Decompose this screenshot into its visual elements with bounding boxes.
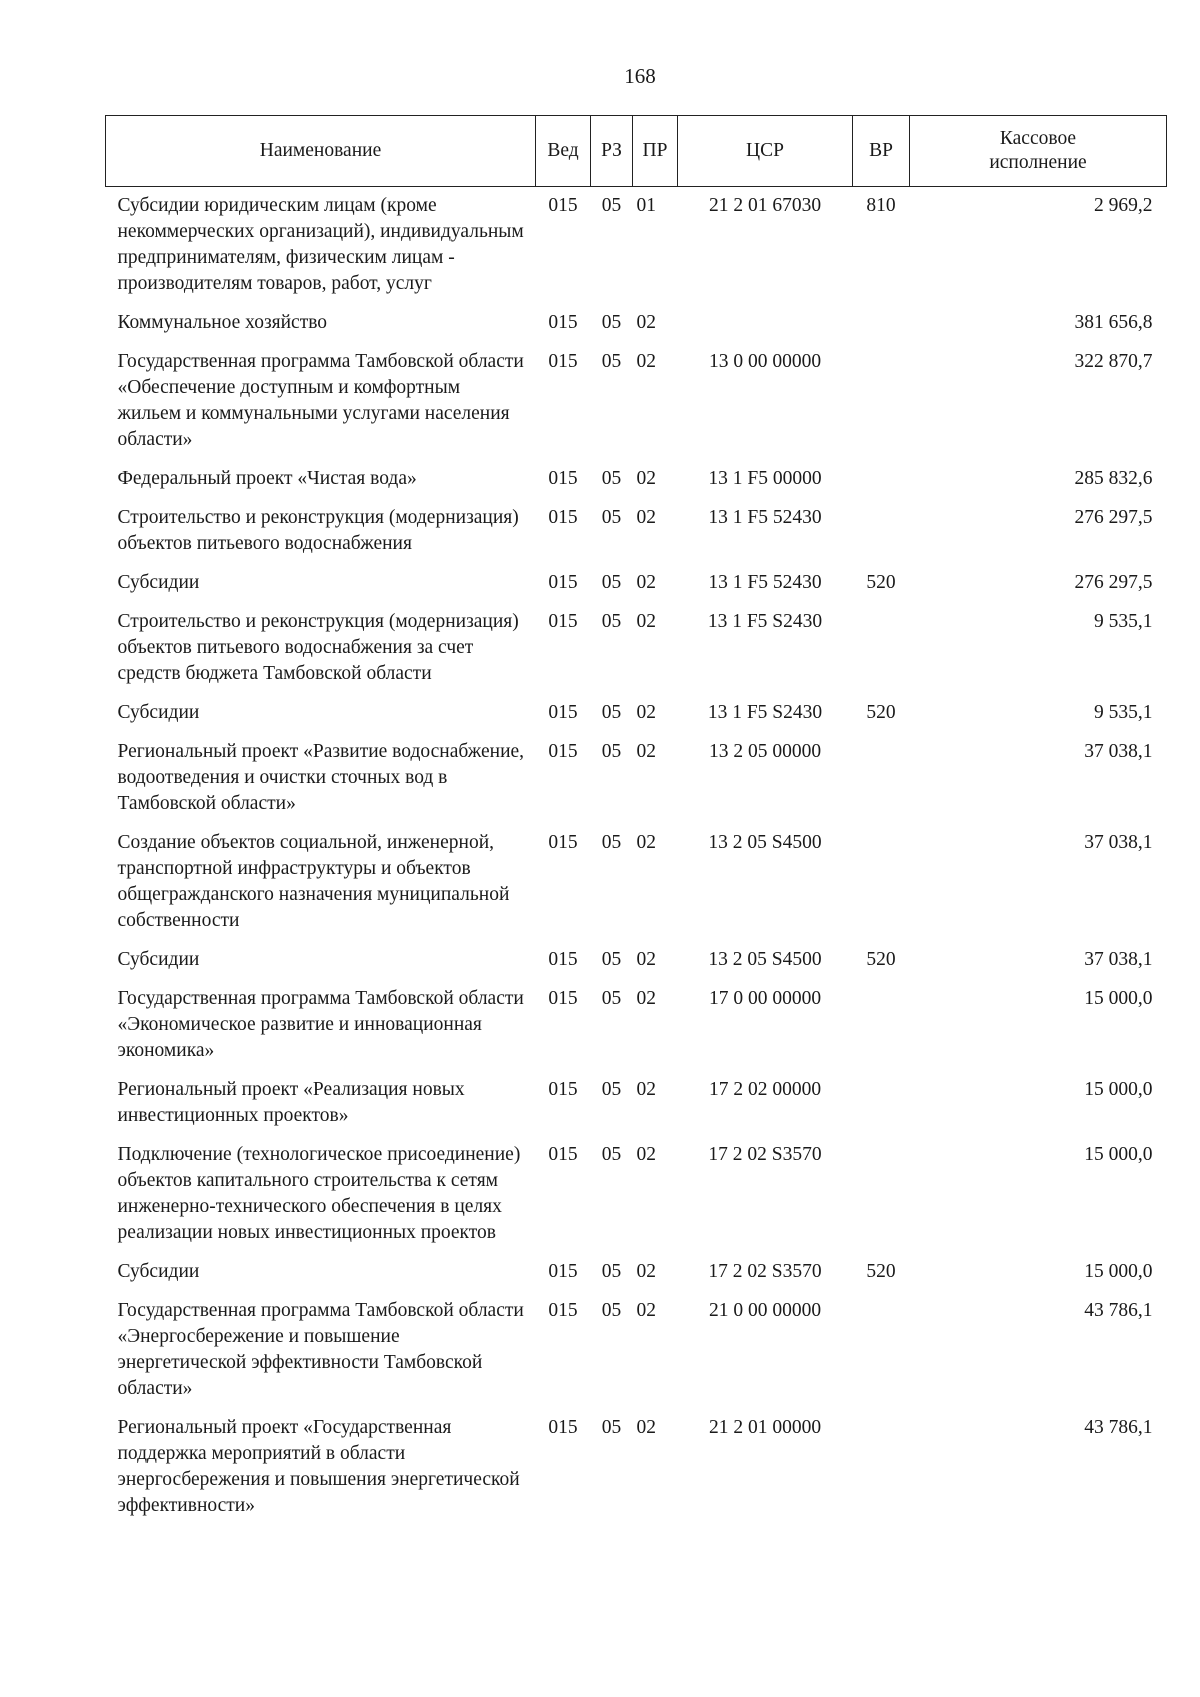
header-vr: ВР — [853, 116, 910, 187]
header-rz: РЗ — [591, 116, 633, 187]
cell-rz: 05 — [601, 1300, 622, 1321]
cell-csr: 13 1 F5 52430 — [708, 507, 822, 528]
cell-rz: 05 — [601, 572, 622, 593]
cell-csr: 17 2 02 S3570 — [708, 1144, 822, 1165]
cell-pr: 02 — [636, 988, 656, 1009]
table-header — [106, 116, 1167, 187]
table-row — [106, 1409, 1167, 1526]
cell-csr: 13 2 05 00000 — [708, 741, 822, 762]
cell-name: Субсидии — [117, 1261, 200, 1282]
cell-vr: 520 — [866, 1261, 896, 1282]
cell-amount: 2 969,2 — [1094, 195, 1153, 216]
cell-rz: 05 — [601, 741, 622, 762]
cell-ved: 015 — [548, 702, 578, 723]
cell-amount: 9 535,1 — [1094, 611, 1153, 632]
header-amount: Кассовое исполнение — [910, 116, 1167, 187]
cell-csr: 21 2 01 00000 — [708, 1417, 822, 1438]
cell-name: Региональный проект «Государственная поддержка мероприятий в области энергосбережения и повышения энергетической эффективности» — [117, 1417, 520, 1516]
table-row — [106, 980, 1167, 1071]
cell-pr: 02 — [636, 1144, 656, 1165]
table-row — [106, 1253, 1167, 1292]
cell-ved: 015 — [548, 195, 578, 216]
cell-csr: 17 0 00 00000 — [708, 988, 822, 1009]
budget-table — [105, 115, 1167, 1526]
table-row — [106, 343, 1167, 460]
cell-csr: 13 2 05 S4500 — [708, 949, 822, 970]
table-row — [106, 941, 1167, 980]
cell-pr: 02 — [636, 611, 656, 632]
cell-pr: 02 — [636, 702, 656, 723]
cell-name: Государственная программа Тамбовской области «Обеспечение доступным и комфортным жильем и коммунальными услугами населения области» — [117, 351, 524, 450]
cell-pr: 02 — [636, 832, 656, 853]
table-row — [106, 824, 1167, 941]
cell-amount: 276 297,5 — [1074, 572, 1153, 593]
cell-rz: 05 — [601, 1079, 622, 1100]
cell-vr — [853, 1292, 910, 1409]
cell-vr: 520 — [866, 572, 896, 593]
cell-pr: 02 — [636, 1417, 656, 1438]
table-row — [106, 733, 1167, 824]
cell-csr: 13 1 F5 S2430 — [707, 702, 823, 723]
cell-name: Субсидии юридическим лицам (кроме некоммерческих организаций), индивидуальным предпринимателям, физическим лицам - производителям товаров, работ, услуг — [117, 195, 524, 294]
cell-vr — [853, 1136, 910, 1253]
header-pr: ПР — [633, 116, 678, 187]
cell-amount: 15 000,0 — [1084, 988, 1153, 1009]
cell-ved: 015 — [548, 1300, 578, 1321]
page-number: 168 — [624, 64, 656, 88]
cell-ved: 015 — [548, 1079, 578, 1100]
cell-csr: 13 0 00 00000 — [708, 351, 822, 372]
cell-rz: 05 — [601, 507, 622, 528]
cell-name: Создание объектов социальной, инженерной, транспортной инфраструктуры и объектов общегражданского назначения муниципальной собственности — [117, 832, 510, 931]
table-row — [106, 564, 1167, 603]
cell-csr: 17 2 02 S3570 — [708, 1261, 822, 1282]
header-name: Наименование — [106, 116, 536, 187]
cell-rz: 05 — [601, 949, 622, 970]
cell-pr: 01 — [636, 195, 656, 216]
cell-ved: 015 — [548, 988, 578, 1009]
table-row — [106, 1071, 1167, 1136]
cell-name: Подключение (технологическое присоединение) объектов капитального строительства к сетям инженерно-технического обеспечения в целях реализации новых инвестиционных проектов — [117, 1144, 521, 1243]
cell-csr: 13 1 F5 52430 — [708, 572, 822, 593]
cell-vr: 520 — [866, 949, 896, 970]
cell-pr: 02 — [636, 572, 656, 593]
cell-pr: 02 — [636, 1300, 656, 1321]
cell-name: Коммунальное хозяйство — [117, 312, 328, 333]
cell-ved: 015 — [548, 351, 578, 372]
cell-pr: 02 — [636, 312, 656, 333]
cell-rz: 05 — [601, 1144, 622, 1165]
table-body — [106, 187, 1167, 1527]
cell-pr: 02 — [636, 351, 656, 372]
table-row — [106, 603, 1167, 694]
cell-amount: 37 038,1 — [1084, 832, 1153, 853]
cell-amount: 276 297,5 — [1074, 507, 1153, 528]
cell-pr: 02 — [636, 949, 656, 970]
cell-amount: 43 786,1 — [1084, 1417, 1153, 1438]
header-csr: ЦСР — [678, 116, 853, 187]
cell-pr: 02 — [636, 468, 656, 489]
cell-rz: 05 — [601, 312, 622, 333]
cell-name: Государственная программа Тамбовской области «Экономическое развитие и инновационная экономика» — [117, 988, 524, 1061]
cell-vr — [853, 980, 910, 1071]
cell-pr: 02 — [636, 1079, 656, 1100]
cell-ved: 015 — [548, 572, 578, 593]
cell-amount: 15 000,0 — [1084, 1261, 1153, 1282]
cell-name: Субсидии — [117, 949, 200, 970]
cell-rz: 05 — [601, 468, 622, 489]
cell-rz: 05 — [601, 351, 622, 372]
cell-pr: 02 — [636, 741, 656, 762]
cell-amount: 37 038,1 — [1084, 741, 1153, 762]
cell-ved: 015 — [548, 1261, 578, 1282]
cell-vr: 810 — [866, 195, 896, 216]
table-row — [106, 1136, 1167, 1253]
cell-ved: 015 — [548, 1417, 578, 1438]
cell-name: Строительство и реконструкция (модернизация) объектов питьевого водоснабжения за счет средств бюджета Тамбовской области — [117, 611, 519, 684]
cell-csr: 21 0 00 00000 — [708, 1300, 822, 1321]
cell-rz: 05 — [601, 702, 622, 723]
table-row — [106, 694, 1167, 733]
cell-vr — [853, 824, 910, 941]
cell-rz: 05 — [601, 832, 622, 853]
cell-name: Региональный проект «Реализация новых инвестиционных проектов» — [117, 1079, 465, 1126]
cell-amount: 381 656,8 — [1074, 312, 1153, 333]
cell-vr: 520 — [866, 702, 896, 723]
cell-name: Федеральный проект «Чистая вода» — [117, 468, 417, 489]
table-row — [106, 1292, 1167, 1409]
cell-amount: 322 870,7 — [1074, 351, 1153, 372]
cell-vr — [853, 460, 910, 499]
table-row — [106, 187, 1167, 305]
cell-vr — [853, 1071, 910, 1136]
table-row — [106, 499, 1167, 564]
table-row — [106, 460, 1167, 499]
cell-name: Государственная программа Тамбовской области «Энергосбережение и повышение энергетической эффективности Тамбовской области» — [117, 1300, 524, 1399]
cell-rz: 05 — [601, 611, 622, 632]
table-row — [106, 304, 1167, 343]
cell-ved: 015 — [548, 468, 578, 489]
cell-amount: 9 535,1 — [1094, 702, 1153, 723]
cell-amount: 15 000,0 — [1084, 1079, 1153, 1100]
cell-csr: 13 1 F5 00000 — [708, 468, 822, 489]
cell-ved: 015 — [548, 832, 578, 853]
cell-amount: 43 786,1 — [1084, 1300, 1153, 1321]
cell-pr: 02 — [636, 507, 656, 528]
cell-amount: 37 038,1 — [1084, 949, 1153, 970]
cell-name: Субсидии — [117, 572, 200, 593]
cell-ved: 015 — [548, 507, 578, 528]
cell-csr: 21 2 01 67030 — [708, 195, 822, 216]
cell-vr — [853, 304, 910, 343]
cell-ved: 015 — [548, 312, 578, 333]
cell-ved: 015 — [548, 1144, 578, 1165]
cell-rz: 05 — [601, 1261, 622, 1282]
cell-csr: 17 2 02 00000 — [708, 1079, 822, 1100]
cell-name: Строительство и реконструкция (модернизация) объектов питьевого водоснабжения — [117, 507, 519, 554]
cell-amount: 15 000,0 — [1084, 1144, 1153, 1165]
cell-ved: 015 — [548, 949, 578, 970]
cell-vr — [853, 343, 910, 460]
cell-csr: 13 2 05 S4500 — [708, 832, 822, 853]
cell-pr: 02 — [636, 1261, 656, 1282]
cell-amount: 285 832,6 — [1074, 468, 1153, 489]
cell-rz: 05 — [601, 988, 622, 1009]
cell-vr — [853, 733, 910, 824]
cell-name: Региональный проект «Развитие водоснабжение, водоотведения и очистки сточных вод в Тамбовской области» — [117, 741, 525, 814]
cell-rz: 05 — [601, 195, 622, 216]
cell-rz: 05 — [601, 1417, 622, 1438]
cell-vr — [853, 603, 910, 694]
cell-vr — [853, 499, 910, 564]
cell-csr: 13 1 F5 S2430 — [707, 611, 823, 632]
cell-vr — [853, 1409, 910, 1526]
cell-name: Субсидии — [117, 702, 200, 723]
header-ved: Вед — [536, 116, 591, 187]
cell-ved: 015 — [548, 741, 578, 762]
cell-csr — [678, 304, 853, 343]
cell-ved: 015 — [548, 611, 578, 632]
